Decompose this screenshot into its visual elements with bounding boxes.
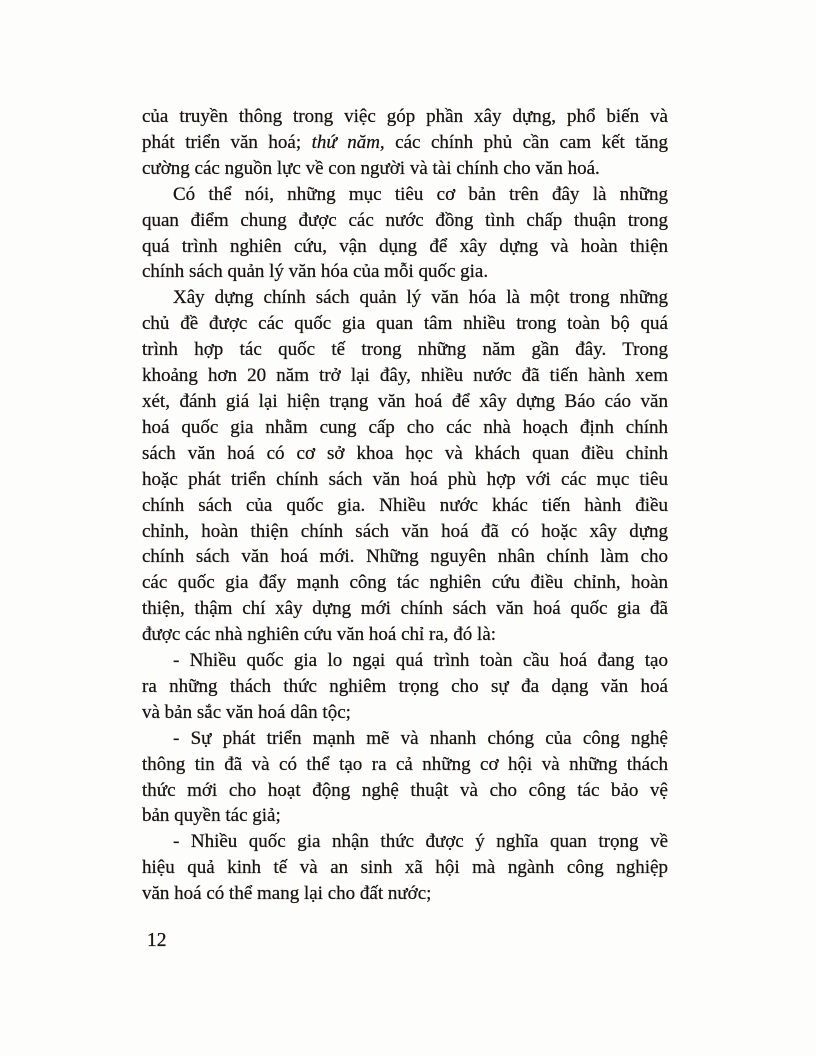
text-line: thức mới cho hoạt động nghệ thuật và cho công tác bảo vệ (142, 779, 668, 801)
text-line: trình hợp tác quốc tế trong những năm gần đây. Trong (142, 339, 668, 361)
text-line: ra những thách thức nghiêm trọng cho sự đa dạng văn hoá (142, 675, 668, 697)
text-line: chính sách văn hoá mới. Những nguyên nhân chính làm cho (142, 546, 668, 568)
page-number: 12 (147, 930, 167, 951)
text-line: - Nhiều quốc gia lo ngại quá trình toàn cầu hoá đang tạo (173, 650, 668, 672)
text-line: - Nhiều quốc gia nhận thức được ý nghĩa quan trọng về (173, 831, 668, 853)
text-segment: các chính phủ cần cam kết tăng (384, 131, 668, 153)
text-line: khoảng hơn 20 năm trở lại đây, nhiều nước đã tiến hành xem (142, 365, 668, 387)
text-line: Có thể nói, những mục tiêu cơ bản trên đây là những (173, 183, 668, 205)
text-line: chính sách quản lý văn hóa của mỗi quốc gia. (142, 261, 489, 283)
text-line: hoá quốc gia nhằm cung cấp cho các nhà hoạch định chính (142, 416, 668, 438)
text-line: hiệu quả kinh tế và an sinh xã hội mà ngành công nghiệp (142, 857, 668, 879)
text-line: cường các nguồn lực về con người và tài chính cho văn hoá. (142, 157, 600, 179)
text-line: - Sự phát triển mạnh mẽ và nhanh chóng của công nghệ (173, 727, 668, 749)
text-line: sách văn hoá có cơ sở khoa học và khách quan điều chỉnh (142, 442, 668, 464)
text-line: được các nhà nghiên cứu văn hoá chỉ ra, đó là: (142, 624, 497, 646)
text-line: và bản sắc văn hoá dân tộc; (142, 701, 351, 723)
text-line: chủ đề được các quốc gia quan tâm nhiều trong toàn bộ quá (142, 313, 668, 335)
text-line: quan điểm chung được các nước đồng tình chấp thuận trong (142, 209, 668, 231)
text-segment: phát triển văn hoá; (142, 131, 312, 153)
text-line: chỉnh, hoàn thiện chính sách văn hoá đã có hoặc xây dựng (142, 520, 668, 542)
text-line: hoặc phát triển chính sách văn hoá phù hợp với các mục tiêu (142, 468, 668, 490)
italic-phrase: thứ năm, (311, 131, 385, 153)
text-line: quá trình nghiên cứu, vận dụng để xây dựng và hoàn thiện (142, 235, 668, 257)
text-line: Xây dựng chính sách quản lý văn hóa là một trong những (173, 287, 668, 309)
text-line: các quốc gia đẩy mạnh công tác nghiên cứu điều chỉnh, hoàn (142, 572, 668, 594)
text-line: bản quyền tác giả; (142, 805, 281, 827)
body-text-block (142, 104, 668, 907)
text-line (142, 130, 668, 156)
text-line: xét, đánh giá lại hiện trạng văn hoá để xây dựng Báo cáo văn (142, 390, 668, 412)
text-line: thiện, thậm chí xây dựng mới chính sách văn hoá quốc gia đã (142, 598, 668, 620)
text-line: thông tin đã và có thể tạo ra cả những cơ hội và những thách (142, 753, 668, 775)
text-line: của truyền thông trong việc góp phần xây dựng, phổ biến và (142, 106, 668, 127)
text-line: văn hoá có thể mang lại cho đất nước; (142, 883, 432, 905)
text-line: chính sách của quốc gia. Nhiều nước khác tiến hành điều (142, 494, 668, 516)
